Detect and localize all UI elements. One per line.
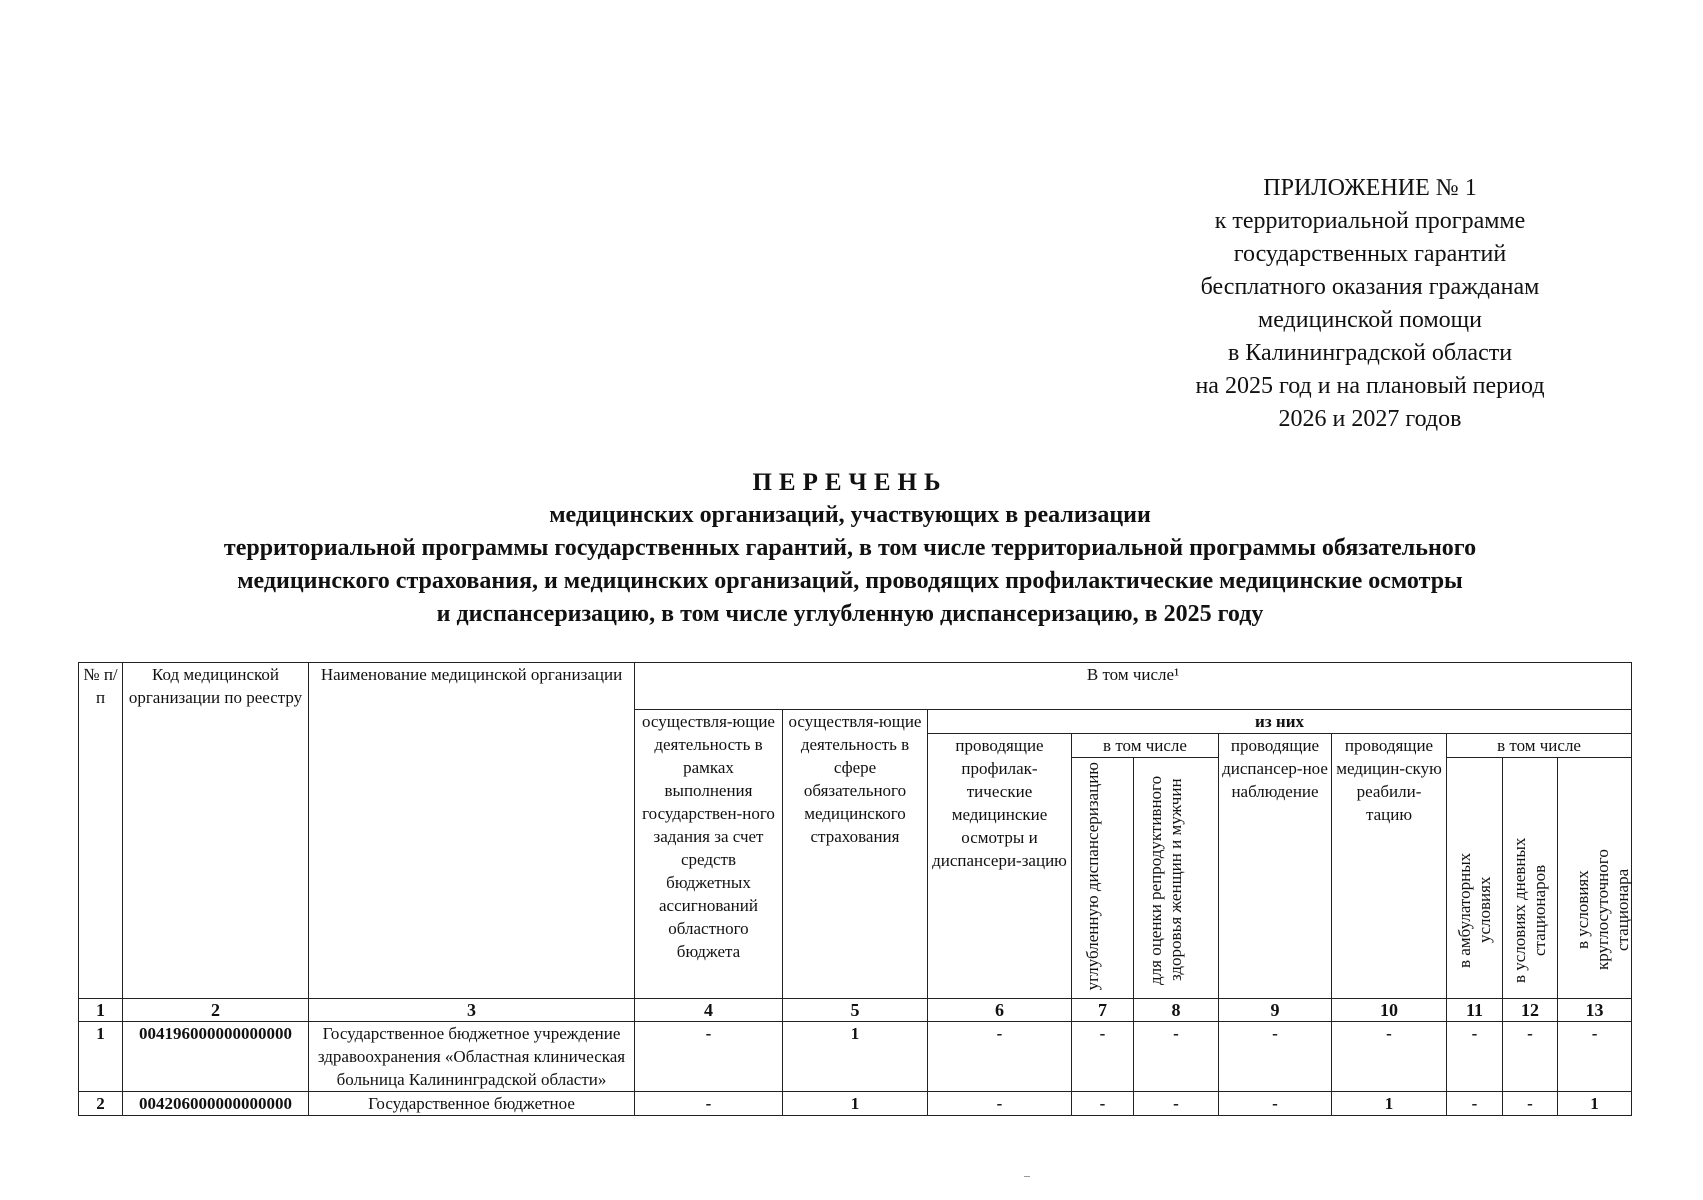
row-col-6: - — [928, 1092, 1072, 1116]
col-number: 11 — [1447, 999, 1503, 1022]
header-col-11-text: в амбулаторных условиях — [1454, 852, 1494, 968]
col-number: 4 — [635, 999, 783, 1022]
organizations-table — [78, 662, 1632, 1116]
row-col-4: - — [635, 1092, 783, 1116]
header-code: Код медицинской организации по реестру — [123, 663, 309, 999]
col-number: 1 — [79, 999, 123, 1022]
header-col-13 — [1558, 758, 1632, 999]
col-number: 10 — [1332, 999, 1447, 1022]
header-col-5: осуществля-ющие деятельность в сфере обязательного медицинского страхования — [783, 710, 928, 999]
table-row — [79, 1022, 1632, 1092]
appendix-line: 2026 и 2027 годов — [1278, 406, 1462, 432]
header-col-6: проводящие профилак-тические медицинские осмотры и диспансери-зацию — [928, 734, 1072, 999]
row-col-8: - — [1134, 1022, 1219, 1092]
title-heading: ПЕРЕЧЕНЬ — [752, 469, 948, 496]
header-col-8-text: для оценки репродуктивного здоровья женщин и мужчин — [1146, 775, 1185, 985]
col-number: 2 — [123, 999, 309, 1022]
row-col-10: 1 — [1332, 1092, 1447, 1116]
appendix-line: медицинской помощи — [1258, 307, 1482, 333]
appendix-block — [1130, 172, 1610, 436]
header-num: № п/п — [79, 663, 123, 999]
row-col-11: - — [1447, 1022, 1503, 1092]
col-number: 6 — [928, 999, 1072, 1022]
col-number: 8 — [1134, 999, 1219, 1022]
row-col-7: - — [1072, 1092, 1134, 1116]
scan-speck — [1024, 1176, 1030, 1177]
appendix-line: бесплатного оказания гражданам — [1200, 274, 1540, 300]
row-name: Государственное бюджетное учреждение здравоохранения «Областная клиническая больница Калининградской области» — [309, 1022, 635, 1092]
row-col-12: - — [1503, 1092, 1558, 1116]
row-col-12: - — [1503, 1022, 1558, 1092]
row-num: 1 — [79, 1022, 123, 1092]
row-col-8: - — [1134, 1092, 1219, 1116]
title-line: и диспансеризацию, в том числе углубленную диспансеризацию, в 2025 году — [436, 601, 1264, 627]
col-number: 5 — [783, 999, 928, 1022]
row-col-9: - — [1219, 1092, 1332, 1116]
appendix-line: в Калининградской области — [1227, 340, 1513, 366]
header-col-9: проводящие диспансер-ное наблюдение — [1219, 734, 1332, 999]
col-number: 12 — [1503, 999, 1558, 1022]
document-title — [40, 466, 1660, 631]
appendix-line: ПРИЛОЖЕНИЕ № 1 — [1263, 175, 1477, 201]
header-col-7 — [1072, 758, 1134, 999]
header-col-11 — [1447, 758, 1503, 999]
header-col-12-text: в условиях дневных стационаров — [1510, 837, 1549, 983]
row-code: 004206000000000000 — [123, 1092, 309, 1116]
title-line: территориальной программы государственных гарантий, в том числе территориальной программы обязательного — [223, 535, 1477, 561]
column-number-row — [79, 999, 1632, 1022]
row-col-7: - — [1072, 1022, 1134, 1092]
row-col-13: 1 — [1558, 1092, 1632, 1116]
row-col-13: - — [1558, 1022, 1632, 1092]
col-number: 9 — [1219, 999, 1332, 1022]
row-col-11: - — [1447, 1092, 1503, 1116]
appendix-line: к территориальной программе — [1214, 208, 1526, 234]
header-col-4: осуществля-ющие деятельность в рамках выполнения государствен-ного задания за счет средств бюджетных ассигнований областного бюджета — [635, 710, 783, 999]
title-line: медицинского страхования, и медицинских организаций, проводящих профилактические медицинские осмотры — [237, 568, 1463, 594]
header-col-10: проводящие медицин-скую реабили-тацию — [1332, 734, 1447, 999]
row-col-10: - — [1332, 1022, 1447, 1092]
row-col-9: - — [1219, 1022, 1332, 1092]
row-code: 004196000000000000 — [123, 1022, 309, 1092]
header-including: В том числе¹ — [635, 663, 1632, 710]
header-including-a: в том числе — [1072, 734, 1219, 758]
row-num: 2 — [79, 1092, 123, 1116]
row-col-5: 1 — [783, 1092, 928, 1116]
header-col-13-text: в условиях круглосуточного стационара — [1572, 849, 1632, 971]
header-of-them: из них — [928, 710, 1632, 734]
header-col-12 — [1503, 758, 1558, 999]
header-name: Наименование медицинской организации — [309, 663, 635, 999]
header-row-1 — [79, 663, 1632, 710]
header-including-b: в том числе — [1447, 734, 1632, 758]
header-col-7-text: углубленную диспансеризацию — [1082, 761, 1102, 990]
appendix-line: на 2025 год и на плановый период — [1195, 373, 1545, 399]
row-col-5: 1 — [783, 1022, 928, 1092]
col-number: 7 — [1072, 999, 1134, 1022]
row-name: Государственное бюджетное — [309, 1092, 635, 1116]
table-row — [79, 1092, 1632, 1116]
col-number: 3 — [309, 999, 635, 1022]
row-col-4: - — [635, 1022, 783, 1092]
title-line: медицинских организаций, участвующих в реализации — [549, 502, 1151, 528]
col-number: 13 — [1558, 999, 1632, 1022]
appendix-line: государственных гарантий — [1233, 241, 1507, 267]
header-col-8 — [1134, 758, 1219, 999]
row-col-6: - — [928, 1022, 1072, 1092]
